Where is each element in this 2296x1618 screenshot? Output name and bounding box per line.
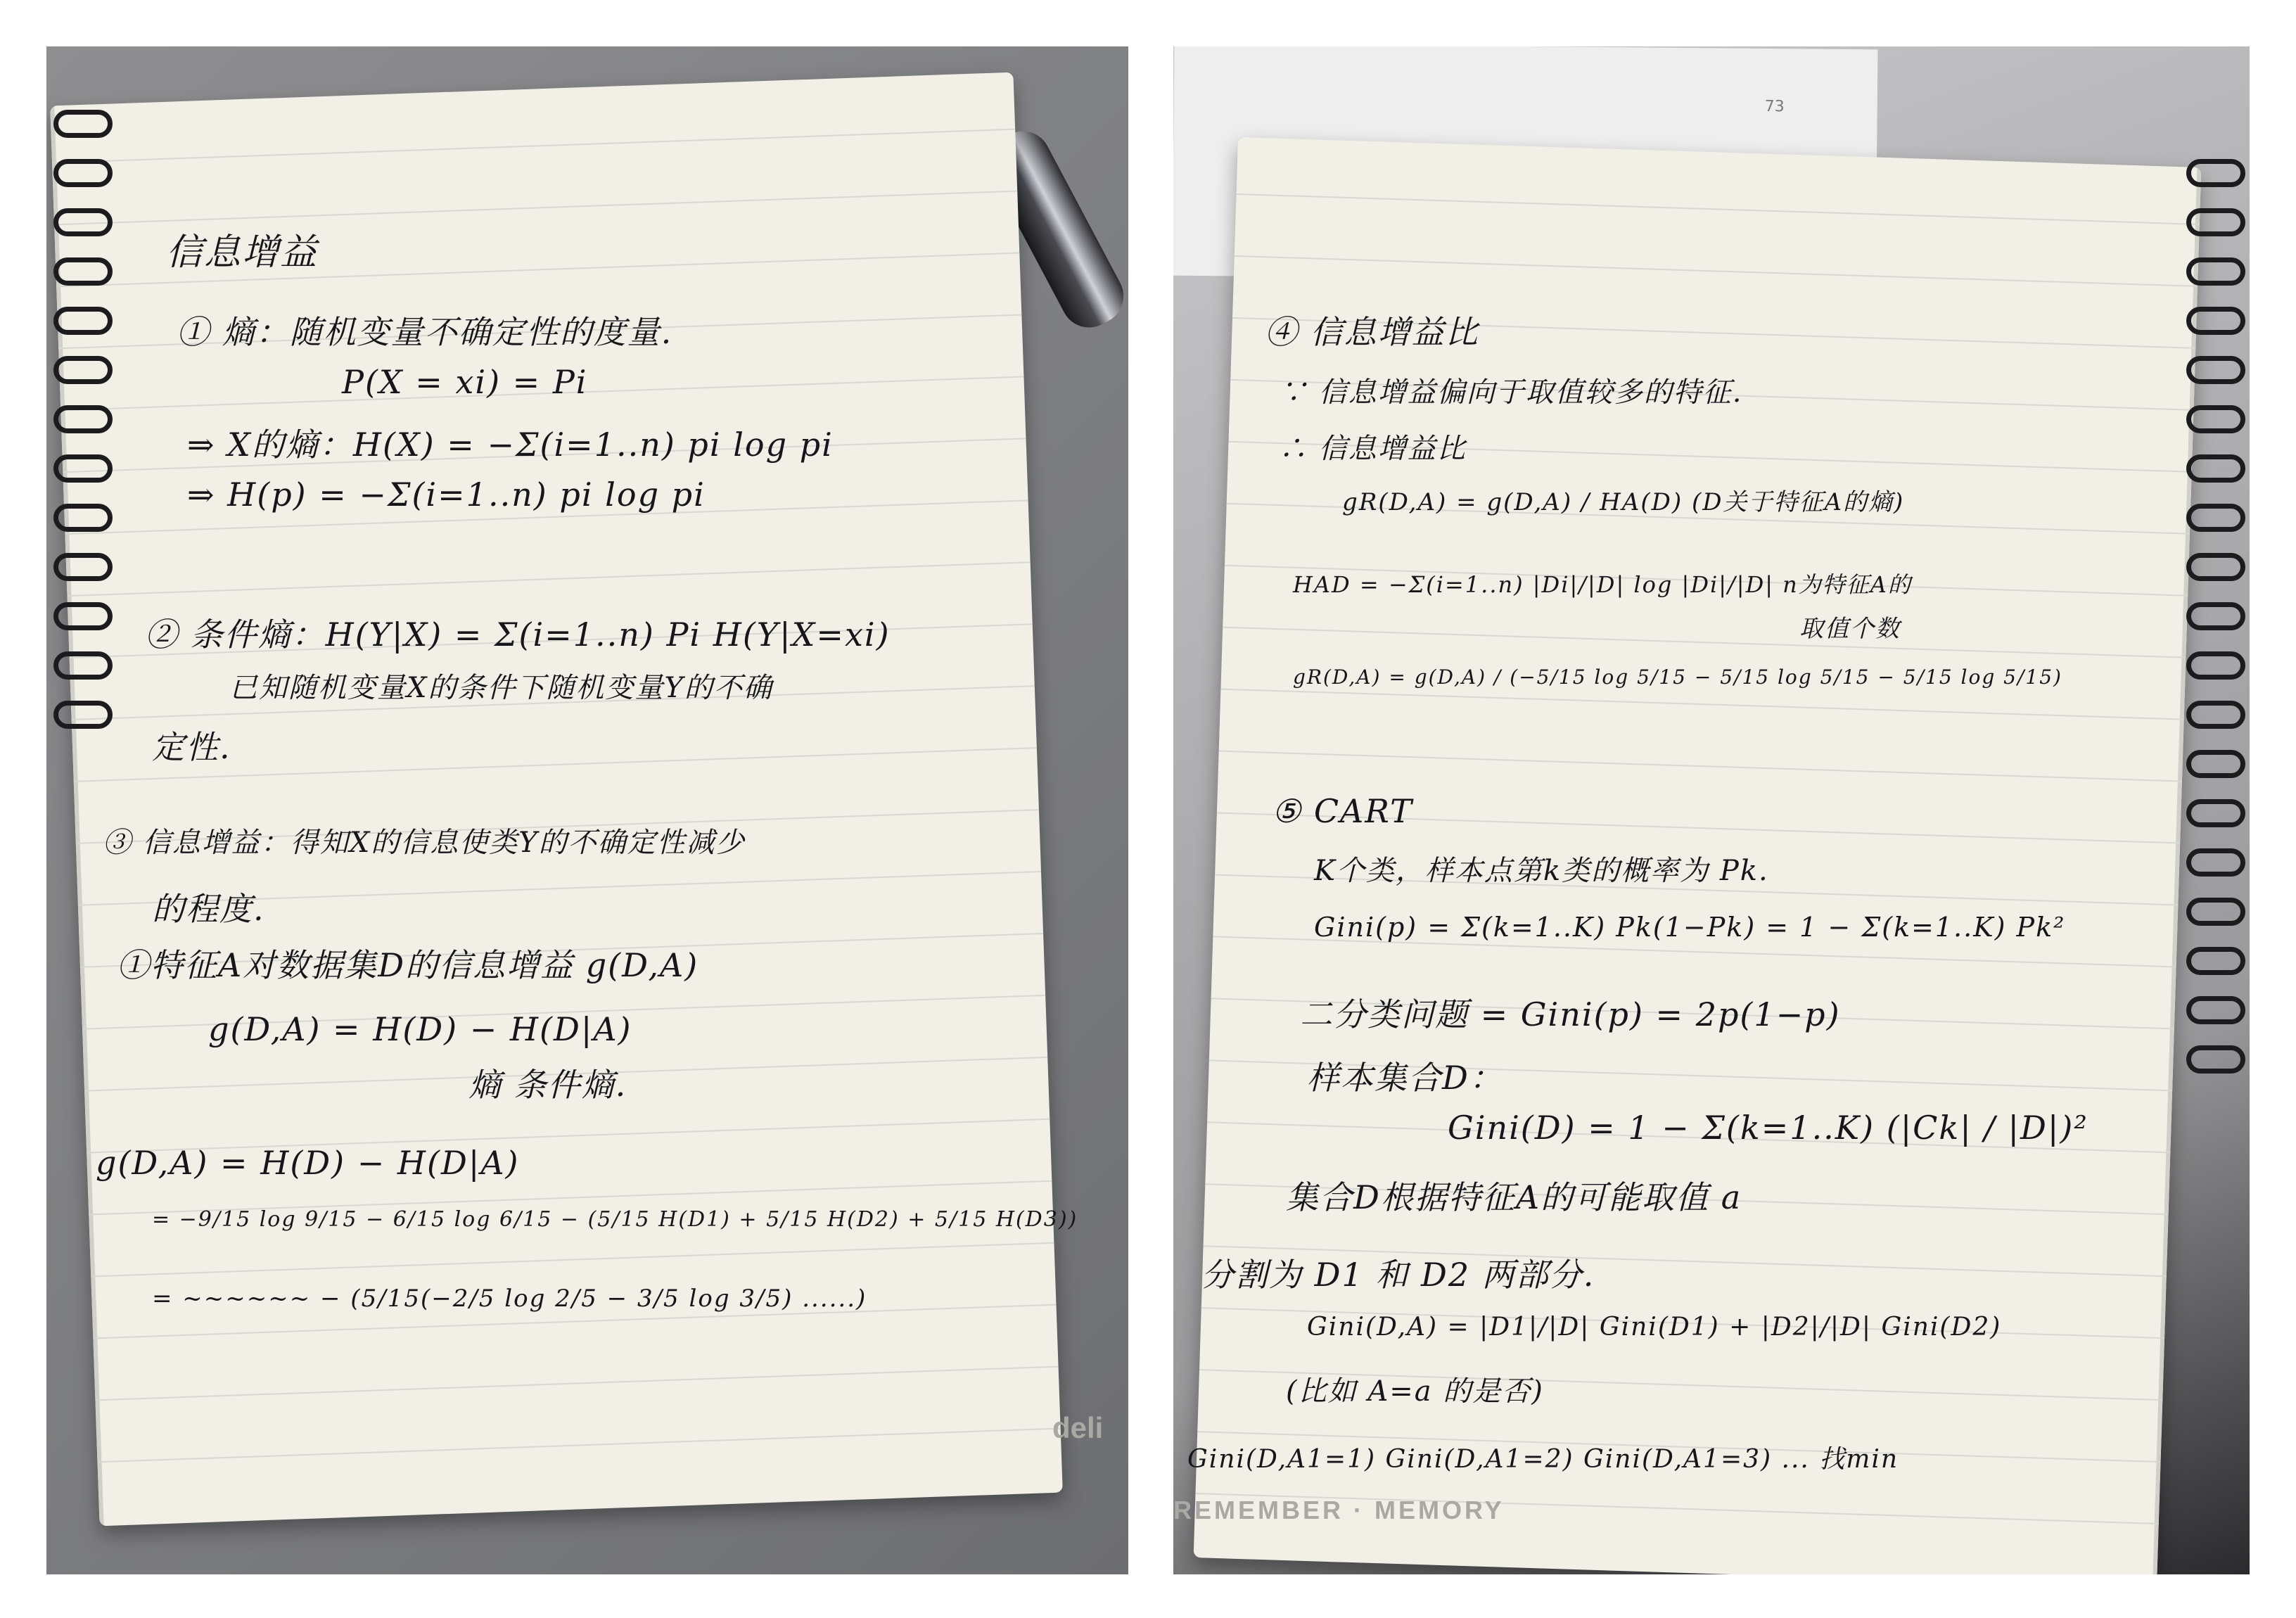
ruled-line — [91, 1242, 1054, 1278]
ruled-line — [67, 561, 1030, 597]
ruled-line — [1223, 627, 2186, 658]
book-page-number: 73 — [1764, 97, 1785, 116]
left-line-10: ①特征A对数据集D的信息增益 g(D,A) — [117, 946, 699, 984]
right-line-9: K个类，样本点第k类的概率为 Pk. — [1314, 855, 1769, 887]
right-line-2: ∵ 信息增益偏向于取值较多的特征. — [1279, 376, 1743, 409]
right-line-12: 样本集合D： — [1307, 1059, 1503, 1097]
ruled-line — [52, 129, 1015, 164]
ruled-line — [54, 191, 1017, 226]
left-line-2: P(X = xi) = Pi — [342, 363, 588, 401]
right-notebook-photo — [1173, 46, 2250, 1574]
left-brand-logo: deli — [1052, 1411, 1104, 1444]
right-line-8: ⑤ CART — [1272, 792, 1413, 830]
right-line-5: HAD = −Σ(i=1..n) |Di|/|D| log |Di|/|D| n为特征A的 — [1293, 571, 1912, 598]
ruled-line — [1235, 255, 2198, 287]
left-line-5: ② 条件熵：H(Y|X) = Σ(i=1..n) Pi H(Y|X=xi) — [145, 616, 891, 654]
ruled-line — [95, 1366, 1058, 1401]
right-line-1: ④ 信息增益比 — [1265, 313, 1479, 351]
left-line-13: g(D,A) = H(D) − H(D|A) — [96, 1144, 520, 1182]
right-brand-footer: REMEMBER · MEMORY — [1173, 1496, 1505, 1524]
left-line-7: 定性. — [152, 728, 231, 766]
left-line-3: ⇒ X的熵：H(X) = −Σ(i=1..n) pi log pi — [187, 426, 834, 464]
right-line-10: Gini(p) = Σ(k=1..K) Pk(1−Pk) = 1 − Σ(k=1..K) Pk² — [1314, 912, 2066, 943]
right-line-13: Gini(D) = 1 − Σ(k=1..K) (|Ck| / |D|)² — [1448, 1109, 2088, 1147]
left-line-12: 熵 条件熵. — [468, 1066, 627, 1104]
left-line-6: 已知随机变量X的条件下随机变量Y的不确 — [229, 672, 773, 704]
right-line-15: 分割为 D1 和 D2 两部分. — [1201, 1256, 1595, 1294]
left-line-9: 的程度. — [152, 890, 265, 928]
right-line-11: 二分类问题 = Gini(p) = 2p(1−p) — [1300, 995, 1841, 1033]
left-line-4: ⇒ H(p) = −Σ(i=1..n) pi log pi — [187, 476, 706, 514]
right-line-3: ∴ 信息增益比 — [1279, 433, 1467, 465]
left-line-1: ① 熵：随机变量不确定性的度量. — [177, 313, 673, 351]
right-line-14: 集合D根据特征A的可能取值 a — [1286, 1178, 1742, 1216]
left-notebook-photo — [46, 46, 1128, 1574]
right-line-6: 取值个数 — [1799, 615, 1901, 643]
right-line-4: gR(D,A) = g(D,A) / HA(D) (D关于特征A的熵) — [1342, 488, 1905, 516]
left-line-8: ③ 信息增益：得知X的信息使类Y的不确定性减少 — [103, 827, 746, 859]
right-line-18: Gini(D,A1=1) Gini(D,A1=2) Gini(D,A1=3) ... 找min — [1187, 1445, 1899, 1474]
right-line-7: gR(D,A) = g(D,A) / (−5/15 log 5/15 − 5/15 log 5/15 − 5/15 log 5/15) — [1293, 665, 2062, 689]
left-line-14: = −9/15 log 9/15 − 6/15 log 6/15 − (5/15 H(D1) + 5/15 H(D2) + 5/15 H(D3)) — [152, 1207, 1078, 1232]
ruled-line — [97, 1428, 1060, 1463]
ruled-line — [1219, 751, 2182, 782]
right-line-16: Gini(D,A) = |D1|/|D| Gini(D1) + |D2|/|D| Gini(D2) — [1307, 1313, 2002, 1342]
left-line-15: = ~~~~~~ − (5/15(−2/5 log 2/5 − 3/5 log 3/5) ......) — [152, 1285, 867, 1313]
ruled-line — [1220, 689, 2183, 720]
right-line-17: (比如 A=a 的是否) — [1286, 1375, 1544, 1408]
left-line-11: g(D,A) = H(D) − H(D|A) — [208, 1010, 632, 1048]
left-title: 信息增益 — [166, 231, 319, 274]
ruled-line — [1236, 193, 2199, 225]
